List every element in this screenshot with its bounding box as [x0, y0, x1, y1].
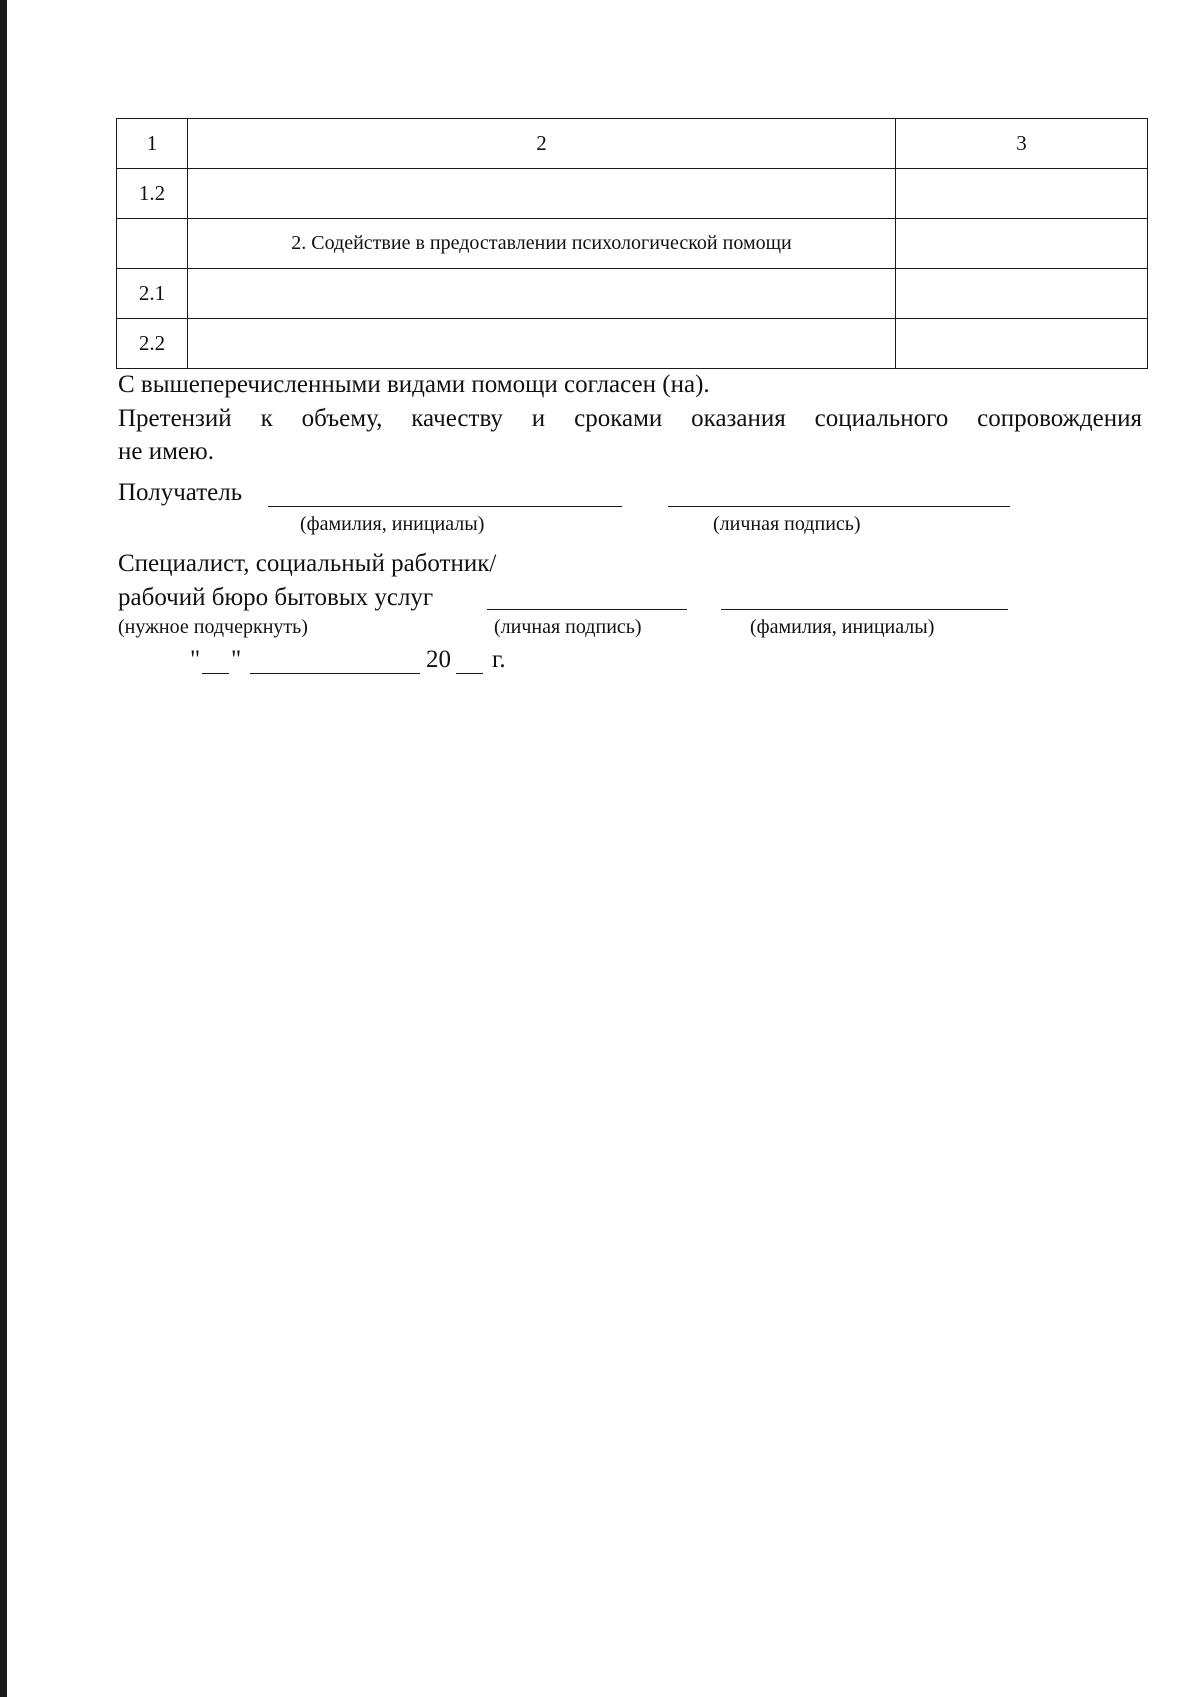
table-row [117, 319, 1148, 369]
recipient-name-caption: (фамилия, инициалы) [300, 513, 485, 535]
row-number: 2.2 [117, 319, 188, 369]
date-year-prefix: 20 [426, 646, 451, 673]
row-value [896, 219, 1148, 269]
date-year-suffix: г. [492, 646, 506, 673]
row-text [188, 269, 896, 319]
table-section-row [117, 219, 1148, 269]
specialist-name-caption: (фамилия, инициалы) [750, 616, 935, 638]
specialist-signature-caption: (личная подпись) [494, 616, 642, 638]
specialist-signature-line [487, 609, 687, 610]
row-text [188, 169, 896, 219]
worker-label: рабочий бюро бытовых услуг [118, 584, 434, 611]
section-title: 2. Содействие в предоставлении психологической помощи [188, 219, 896, 269]
services-table [116, 118, 1148, 369]
row-text [188, 319, 896, 369]
header-col-1: 1 [117, 119, 188, 169]
scan-edge [0, 0, 7, 1697]
row-number: 2.1 [117, 269, 188, 319]
consent-statement: С вышеперечисленными видами помощи согласен (на). [118, 371, 710, 398]
row-number [117, 219, 188, 269]
row-value [896, 169, 1148, 219]
table-row [117, 269, 1148, 319]
header-col-3: 3 [896, 119, 1148, 169]
specialist-label: Специалист, социальный работник/ [118, 550, 497, 577]
recipient-name-line [268, 506, 622, 507]
underline-note: (нужное подчеркнуть) [118, 616, 308, 638]
claims-statement-end: не имею. [118, 438, 214, 465]
row-number: 1.2 [117, 169, 188, 219]
recipient-label: Получатель [118, 479, 243, 506]
recipient-signature-line [668, 506, 1010, 507]
table-header-row [117, 119, 1148, 169]
recipient-signature-caption: (личная подпись) [713, 513, 861, 535]
date-close-quote: " [231, 646, 242, 673]
claims-statement: Претензий к объему, качеству и сроками оказания социального сопровождения [118, 405, 1142, 432]
date-month-line [250, 673, 420, 674]
header-col-2: 2 [188, 119, 896, 169]
date-year-line [456, 673, 483, 674]
date-day-line [202, 673, 229, 674]
table-row [117, 169, 1148, 219]
date-open-quote: " [190, 646, 201, 673]
row-value [896, 269, 1148, 319]
specialist-name-line [721, 609, 1008, 610]
row-value [896, 319, 1148, 369]
